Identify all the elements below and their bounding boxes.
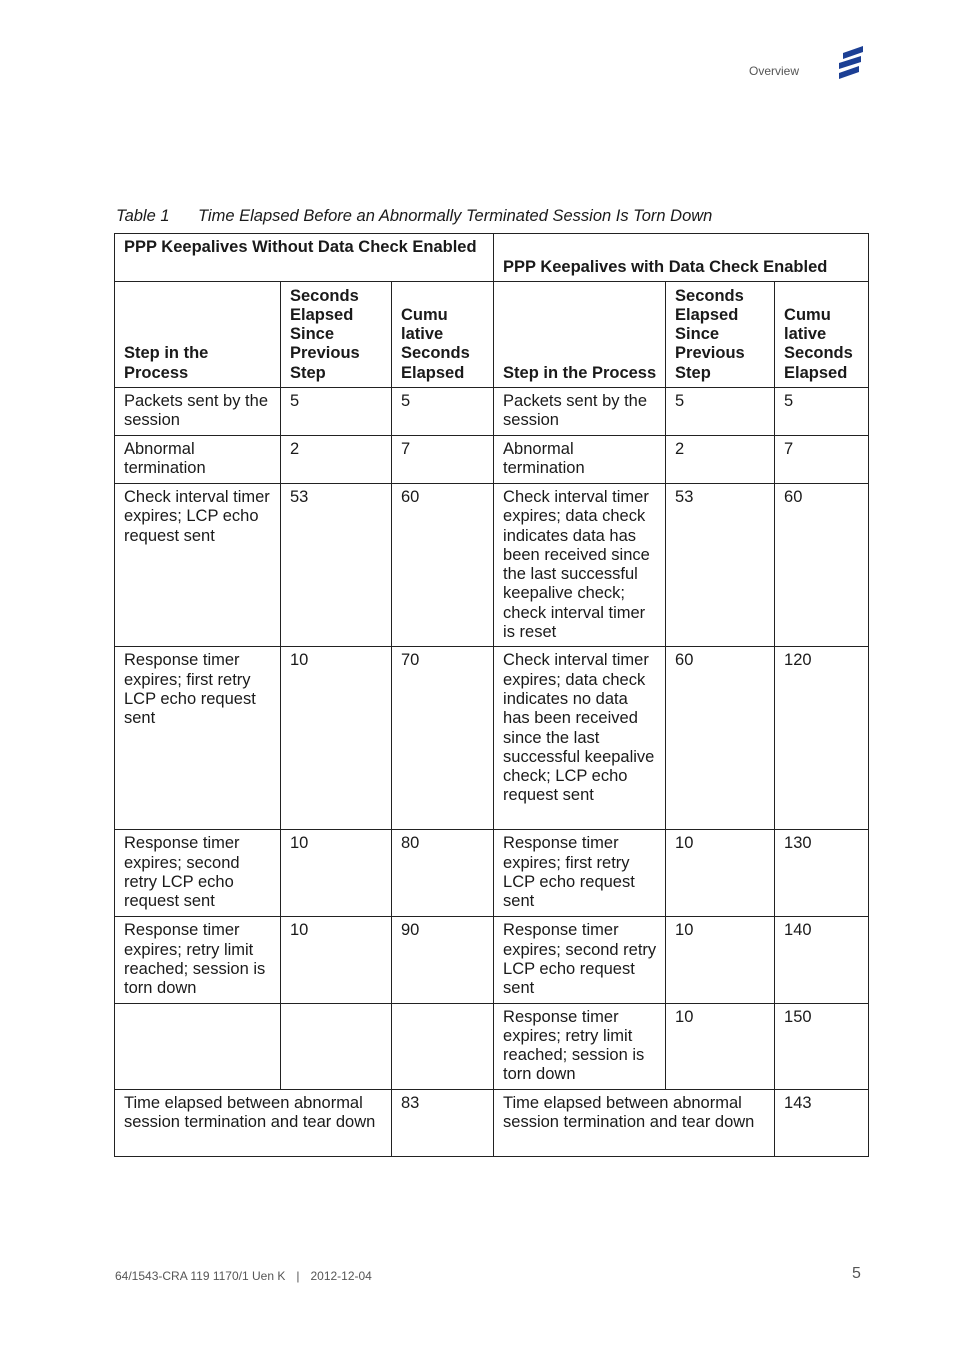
table-cell: Check interval timer expires; data check indicates data has been received since the last successful keepalive check; check interval timer is reset [494, 484, 666, 647]
column-header-cumulative-seconds: Cumu lative Seconds Elapsed [392, 282, 494, 388]
table-cell: 90 [392, 917, 494, 1003]
table-cell: 2 [666, 436, 775, 484]
table-cell: 53 [281, 484, 392, 647]
table-column-header-row [115, 282, 869, 388]
table-cell: 10 [281, 647, 392, 830]
table-cell: 5 [281, 388, 392, 436]
table-cell: 10 [281, 830, 392, 917]
table-row [115, 1003, 869, 1089]
table-cell: Check interval timer expires; LCP echo request sent [115, 484, 281, 647]
table-cell: 10 [281, 917, 392, 1003]
table-group-header-row [115, 234, 869, 282]
column-header-cumulative-seconds: Cumu lative Seconds Elapsed [775, 282, 869, 388]
page-number: 5 [852, 1265, 861, 1282]
table-cell: Abnormal termination [115, 436, 281, 484]
table-cell: Response timer expires; retry limit reached; session is torn down [494, 1003, 666, 1089]
table-cell [115, 1003, 281, 1089]
table-cell [392, 1003, 494, 1089]
table-cell: 70 [392, 647, 494, 830]
summary-label-without-data-check: Time elapsed between abnormal session termination and tear down [115, 1089, 392, 1156]
table-cell: 53 [666, 484, 775, 647]
table-cell: 10 [666, 1003, 775, 1089]
table-cell: Response timer expires; first retry LCP echo request sent [494, 830, 666, 917]
table-cell: Response timer expires; retry limit reached; session is torn down [115, 917, 281, 1003]
footer-document-info [115, 1269, 372, 1283]
table-caption [116, 207, 712, 226]
footer-doc-number: 64/1543-CRA 119 1170/1 Uen K [115, 1269, 286, 1283]
running-header-section: Overview [749, 64, 800, 78]
table-caption-title: Time Elapsed Before an Abnormally Terminated Session Is Torn Down [198, 207, 713, 225]
summary-value-with-data-check: 143 [775, 1089, 869, 1156]
footer-date: 2012-12-04 [310, 1269, 372, 1283]
table-cell: Check interval timer expires; data check indicates no data has been received since the last successful keepalive check; LCP echo request sent [494, 647, 666, 830]
table-cell: 7 [392, 436, 494, 484]
table-row [115, 436, 869, 484]
column-header-step: Step in the Process [494, 282, 666, 388]
summary-value-without-data-check: 83 [392, 1089, 494, 1156]
table-cell: Response timer expires; second retry LCP echo request sent [115, 830, 281, 917]
table-cell: 5 [775, 388, 869, 436]
table-cell: 130 [775, 830, 869, 917]
table-cell: 7 [775, 436, 869, 484]
table-cell: 60 [666, 647, 775, 830]
keepalive-timing-table [114, 233, 869, 1157]
table-cell: Response timer expires; first retry LCP echo request sent [115, 647, 281, 830]
table-row [115, 917, 869, 1003]
footer-separator: | [296, 1269, 300, 1283]
table-cell: 120 [775, 647, 869, 830]
ericsson-logo-icon [836, 46, 866, 80]
table-row [115, 647, 869, 830]
table-row [115, 830, 869, 917]
table-cell: Packets sent by the session [494, 388, 666, 436]
table-summary-row [115, 1089, 869, 1156]
table-cell: 5 [666, 388, 775, 436]
table-caption-label: Table 1 [116, 207, 170, 225]
table-cell: 60 [775, 484, 869, 647]
table-cell: 60 [392, 484, 494, 647]
column-header-seconds-elapsed: Seconds Elapsed Since Previous Step [666, 282, 775, 388]
table-row [115, 484, 869, 647]
table-cell: 5 [392, 388, 494, 436]
table-cell [281, 1003, 392, 1089]
summary-label-with-data-check: Time elapsed between abnormal session termination and tear down [494, 1089, 775, 1156]
table-cell: Packets sent by the session [115, 388, 281, 436]
column-header-step: Step in the Process [115, 282, 281, 388]
table-cell: 150 [775, 1003, 869, 1089]
table-row [115, 388, 869, 436]
column-header-seconds-elapsed: Seconds Elapsed Since Previous Step [281, 282, 392, 388]
table-cell: 140 [775, 917, 869, 1003]
table-cell: 80 [392, 830, 494, 917]
table-cell: 2 [281, 436, 392, 484]
table-cell: Response timer expires; second retry LCP echo request sent [494, 917, 666, 1003]
group-header-with-data-check: PPP Keepalives with Data Check Enabled [494, 234, 869, 282]
table-cell: Abnormal termination [494, 436, 666, 484]
group-header-without-data-check: PPP Keepalives Without Data Check Enabled [115, 234, 494, 282]
table-cell: 10 [666, 830, 775, 917]
table-cell: 10 [666, 917, 775, 1003]
